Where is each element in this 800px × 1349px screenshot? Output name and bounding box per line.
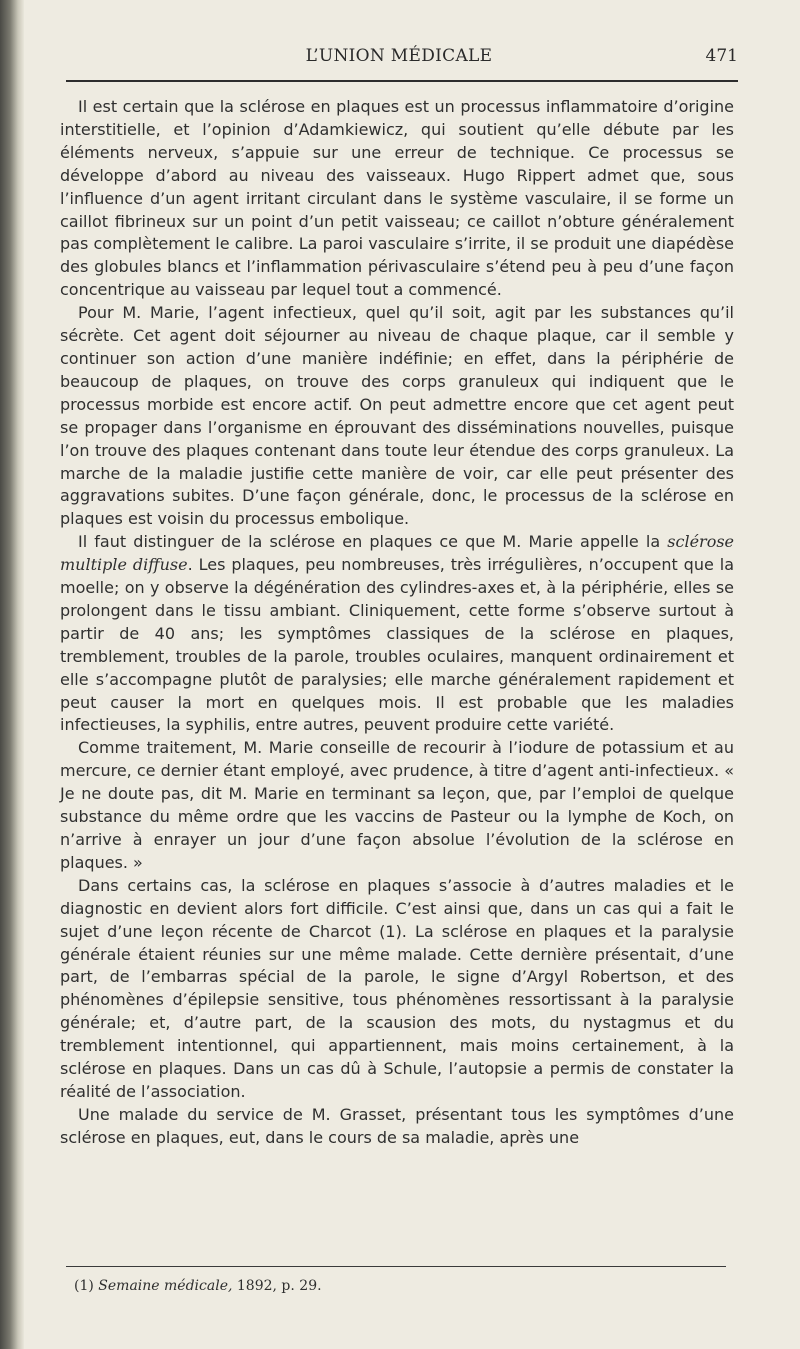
running-header xyxy=(60,44,738,74)
footnote-source: Semaine médicale, xyxy=(98,1278,233,1294)
page-number: 471 xyxy=(705,46,738,66)
paragraph-6: Une malade du service de M. Grasset, présentant tous les symptômes d’une sclérose en plaques, eut, dans le cours de sa maladie, après une xyxy=(60,1104,734,1147)
paragraph-3-text-end: . Les plaques, peu nombreuses, très irrégulières, n’occupent que la moelle; on y observe la dégénération des cylindres-axes et, à la périphérie, elles se prolongent dans le tissu ambiant. Cliniquement, cette forme s’observe surtout à partir de 40 ans; les symptômes classiques de la sclérose en plaques, tremblement, troubles de la parole, troubles oculaires, manquent ordinairement et elle s’accompagne plutôt de paralysies; elle marche généralement rapidement et peut causer la mort en quelques mois. Il est probable que les maladies infectieuses, la syphilis, entre autres, peuvent produire cette variété. xyxy=(60,555,734,735)
footnote-rule xyxy=(66,1266,726,1267)
paragraph-4: Comme traitement, M. Marie conseille de recourir à l’iodure de potassium et au mercure, ce dernier étant employé, avec prudence, à titre d’agent anti-infectieux. « Je ne doute pas, dit M. Marie en terminant sa leçon, que, par l’emploi de quelque substance du même ordre que les vaccins de Pasteur ou la lymphe de Koch, on n’arrive à enrayer un jour d’une façon absolue l’évolution de la sclérose en plaques. » xyxy=(60,738,734,872)
paragraph-3 xyxy=(60,531,734,737)
paragraph-3-italic-term: sclérose multiple diffuse xyxy=(60,532,734,575)
footnote-details: 1892, p. 29. xyxy=(236,1278,322,1294)
paragraph-1: Il est certain que la sclérose en plaques est un processus inflammatoire d’origine interstitielle, et l’opinion d’Adamkiewicz, qui soutient qu’elle débute par les éléments nerveux, s’appuie sur une erreur de technique. Ce processus se développe d’abord au niveau des vaisseaux. Hugo Rippert admet que, sous l’influence d’un agent irritant circulant dans le système vasculaire, il se forme un caillot fibrineux sur un point d’un petit vaisseau; ce caillot n’obture généralement pas complètement le calibre. La paroi vasculaire s’irrite, il se produit une diapédèse des globules blancs et l’inflammation périvasculaire s’étend peu à peu d’une façon concentrique au vaisseau par lequel tout a commencé. xyxy=(60,97,734,300)
paragraph-2: Pour M. Marie, l’agent infectieux, quel qu’il soit, agit par les substances qu’il sécrète. Cet agent doit séjourner au niveau de chaque plaque, car il semble y continuer son action d’une manière indéfinie; en effet, dans la périphérie de beaucoup de plaques, on trouve des corps granuleux qui indiquent que le processus morbide est encore actif. On peut admettre encore que cet agent peut se propager dans l’organisme en éprouvant des disséminations nouvelles, puisque l’on trouve des plaques contenant dans toute leur étendue des corps granuleux. La marche de la maladie justifie cette manière de voir, car elle peut présenter des aggravations subites. D’une façon générale, donc, le processus de la sclérose en plaques est voisin du processus embolique. xyxy=(60,303,734,529)
footnote xyxy=(74,1278,322,1294)
book-binding-shadow xyxy=(0,0,24,1349)
footnote-marker: (1) xyxy=(74,1278,94,1294)
paragraph-3-text-start: Il faut distinguer de la sclérose en plaques ce que M. Marie appelle la xyxy=(78,532,668,552)
running-title: L’UNION MÉDICALE xyxy=(305,46,493,66)
paragraph-5: Dans certains cas, la sclérose en plaques s’associe à d’autres maladies et le diagnostic en devient alors fort difficile. C’est ainsi que, dans un cas qui a fait le sujet d’une leçon récente de Charcot (1). La sclérose en plaques et la paralysie générale étaient réunies sur une même malade. Cette dernière présentait, d’une part, de l’embarras spécial de la parole, le signe d’Argyl Robertson, et des phénomènes d’épilepsie sensitive, tous phénomènes ressortissant à la paralysie générale; et, d’autre part, de la scausion des mots, du nystagmus et du tremblement intentionnel, qui appartiennent, mais moins certainement, à la sclérose en plaques. Dans un cas dû à Schule, l’autopsie a permis de constater la réalité de l’association. xyxy=(60,875,734,1101)
article-body xyxy=(60,96,734,1150)
header-rule xyxy=(66,80,738,82)
